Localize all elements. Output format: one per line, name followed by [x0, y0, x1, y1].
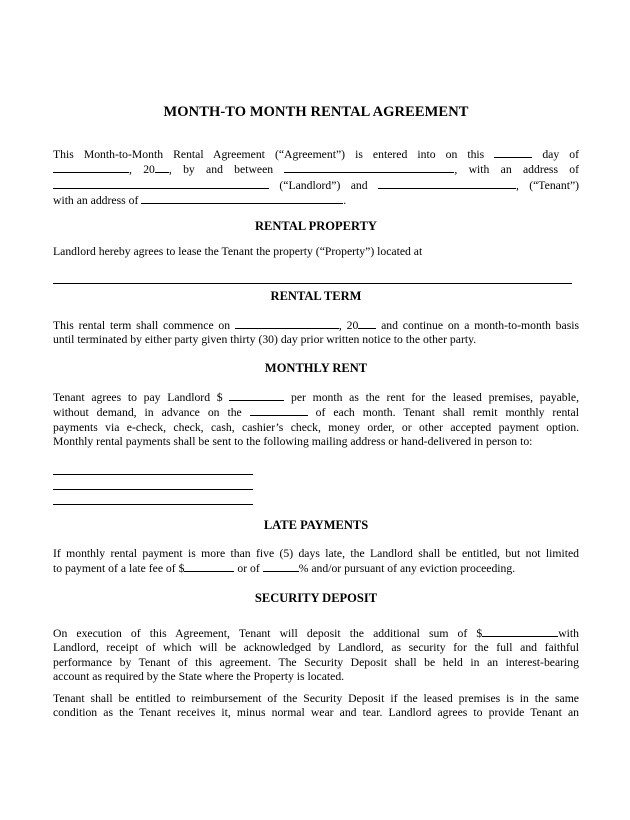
date-month-blank[interactable]	[53, 162, 129, 173]
intro-paragraph	[53, 147, 579, 208]
intro-line-3: (“Landlord”) and , (“Tenant”)	[53, 178, 579, 193]
rent-line-3: payments via e-check, check, cash, cashier’s check, money order, or other accepted payment option.	[53, 420, 579, 434]
deposit-paragraph-1	[53, 626, 579, 684]
term-line-2: until terminated by either party given thirty (30) day prior written notice to the other party.	[53, 333, 477, 347]
heading-late-payments: LATE PAYMENTS	[263, 518, 369, 532]
term-line-1: This rental term shall commence on , 20 and continue on a month-to-month basis	[53, 319, 580, 332]
term-start-year-blank[interactable]	[358, 318, 376, 329]
deposit-paragraph-2	[53, 692, 579, 721]
rent-amount-blank[interactable]	[229, 390, 284, 401]
mailing-address-line-2[interactable]	[53, 489, 253, 490]
term-start-date-blank[interactable]	[235, 318, 339, 329]
term-paragraph	[53, 318, 579, 348]
heading-security-deposit: SECURITY DEPOSIT	[254, 591, 378, 605]
heading-rental-property: RENTAL PROPERTY	[255, 219, 377, 233]
mailing-address-line-1[interactable]	[53, 474, 253, 475]
intro-line-1: This Month-to-Month Rental Agreement (“Agreement”) is entered into on this day of	[53, 148, 579, 161]
late-fee-percent-blank[interactable]	[263, 561, 299, 572]
deposit-line-5: Tenant shall be entitled to reimbursement of the Security Deposit if the leased premises is in the same	[53, 692, 579, 705]
rent-line-4: Monthly rental payments shall be sent to the following mailing address or hand-delivered in person to:	[53, 434, 533, 448]
intro-line-4: with an address of .	[53, 193, 347, 207]
date-day-blank[interactable]	[494, 147, 532, 158]
heading-monthly-rent: MONTHLY RENT	[264, 361, 368, 375]
deposit-line-4: account as required by the State where the Property is located.	[53, 669, 345, 683]
tenant-name-blank[interactable]	[378, 178, 516, 189]
rent-due-day-blank[interactable]	[250, 405, 308, 416]
intro-line-2: , 20 , by and between , with an address of	[53, 162, 579, 177]
deposit-line-2: Landlord, receipt of which will be acknowledged by Landlord, as security for the full and faithful	[53, 641, 579, 655]
property-address-line[interactable]	[53, 283, 572, 284]
property-text: Landlord hereby agrees to lease the Tenant the property (“Property”) located at	[53, 245, 423, 258]
rent-line-1: Tenant agrees to pay Landlord $ per month as the rent for the leased premises, payable,	[53, 391, 580, 404]
late-paragraph	[53, 547, 579, 577]
deposit-amount-blank[interactable]	[482, 626, 558, 637]
rent-paragraph	[53, 390, 579, 449]
landlord-address-blank[interactable]	[53, 178, 269, 189]
heading-rental-term: RENTAL TERM	[270, 289, 362, 303]
date-year-blank[interactable]	[155, 162, 169, 173]
late-line-2: to payment of a late fee of $ or of % and/or pursuant of any eviction proceeding.	[53, 562, 516, 576]
tenant-address-blank[interactable]	[141, 193, 343, 204]
landlord-name-blank[interactable]	[284, 162, 454, 173]
document-title: MONTH-TO MONTH RENTAL AGREEMENT	[163, 104, 469, 120]
rent-line-2: without demand, in advance on the of each month. Tenant shall remit monthly rental	[53, 406, 579, 420]
property-paragraph	[53, 245, 579, 259]
deposit-line-1: On execution of this Agreement, Tenant will deposit the additional sum of $ with	[53, 627, 579, 640]
late-fee-amount-blank[interactable]	[184, 561, 234, 572]
deposit-line-6: condition as the Tenant receives it, minus normal wear and tear. Landlord agrees to provide Tenant an	[53, 706, 579, 720]
mailing-address-line-3[interactable]	[53, 504, 253, 505]
deposit-line-3: performance by Tenant of this agreement. The Security Deposit shall be held in an interest-bearing	[53, 655, 579, 669]
late-line-1: If monthly rental payment is more than five (5) days late, the Landlord shall be entitled, but not limited	[53, 547, 579, 560]
